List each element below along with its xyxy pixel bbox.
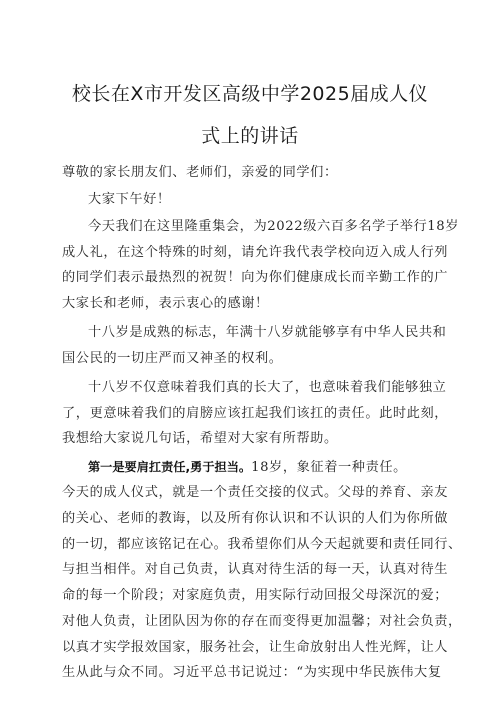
paragraph-3-line-1: 十八岁不仅意味着我们真的长大了，也意味着我们能够独立	[88, 380, 447, 395]
paragraph-3-line-2: 了，更意味着我们的肩膀应该扛起我们该扛的责任。此时此刻，	[62, 406, 449, 421]
paragraph-4-line-3: 的一切，都应该铭记在心。我希望你们从今天起就要和责任同行、	[62, 537, 462, 552]
paragraph-4-line-4: 与担当相伴。对自己负责，认真对待生活的每一天，认真对待生	[62, 562, 449, 577]
greeting: 大家下午好！	[88, 192, 171, 207]
paragraph-4-line-1: 今天的成人仪式，就是一个责任交接的仪式。父母的养育、亲友	[62, 485, 449, 500]
paragraph-2-line-2: 国公民的一切庄严而又神圣的权利。	[62, 351, 283, 366]
paragraph-1-line-1: 今天我们在这里隆重集会，为2022级六百多名学子举行18岁	[88, 219, 460, 234]
paragraph-1-line-3: 的同学们表示最热烈的祝贺！向为你们健康成长而辛勤工作的广	[62, 270, 449, 285]
paragraph-4-line-8: 生从此与众不同。习近平总书记说过：“为实现中华民族伟大复	[62, 665, 442, 680]
paragraph-1-line-2: 成人礼，在这个特殊的时刻，请允许我代表学校向迈入成人行列	[62, 245, 449, 260]
section-heading-rest: 18岁，象征着一种责任。	[251, 460, 407, 475]
paragraph-4-line-5: 命的每一个阶段；对家庭负责，用实际行动回报父母深沉的爱；	[62, 588, 449, 603]
paragraph-4-line-2: 的关心、老师的教诲，以及所有你认识和不认识的人们为你所做	[62, 511, 449, 526]
section-heading-line	[88, 459, 468, 476]
paragraph-2-line-1: 十八岁是成熟的标志，年满十八岁就能够享有中华人民共和	[88, 325, 447, 340]
paragraph-3-line-3: 我想给大家说几句话，希望对大家有所帮助。	[62, 431, 338, 446]
section-heading-bold: 第一是要肩扛责任,勇于担当。	[88, 460, 252, 474]
paragraph-1-line-4: 大家长和老师，表示衷心的感谢！	[62, 296, 269, 311]
paragraph-4-line-7: 以真才实学报效国家，服务社会，让生命放射出人性光辉，让人	[62, 640, 449, 655]
paragraph-4-line-6: 对他人负责，让团队因为你的存在而变得更加温馨；对社会负责，	[62, 614, 462, 629]
document-title-line-1: 校长在X市开发区高级中学2025届成人仪	[71, 83, 429, 105]
document-title-line-2: 式上的讲话	[201, 125, 299, 147]
salutation: 尊敬的家长朋友们、老师们，亲爱的同学们：	[62, 165, 338, 180]
